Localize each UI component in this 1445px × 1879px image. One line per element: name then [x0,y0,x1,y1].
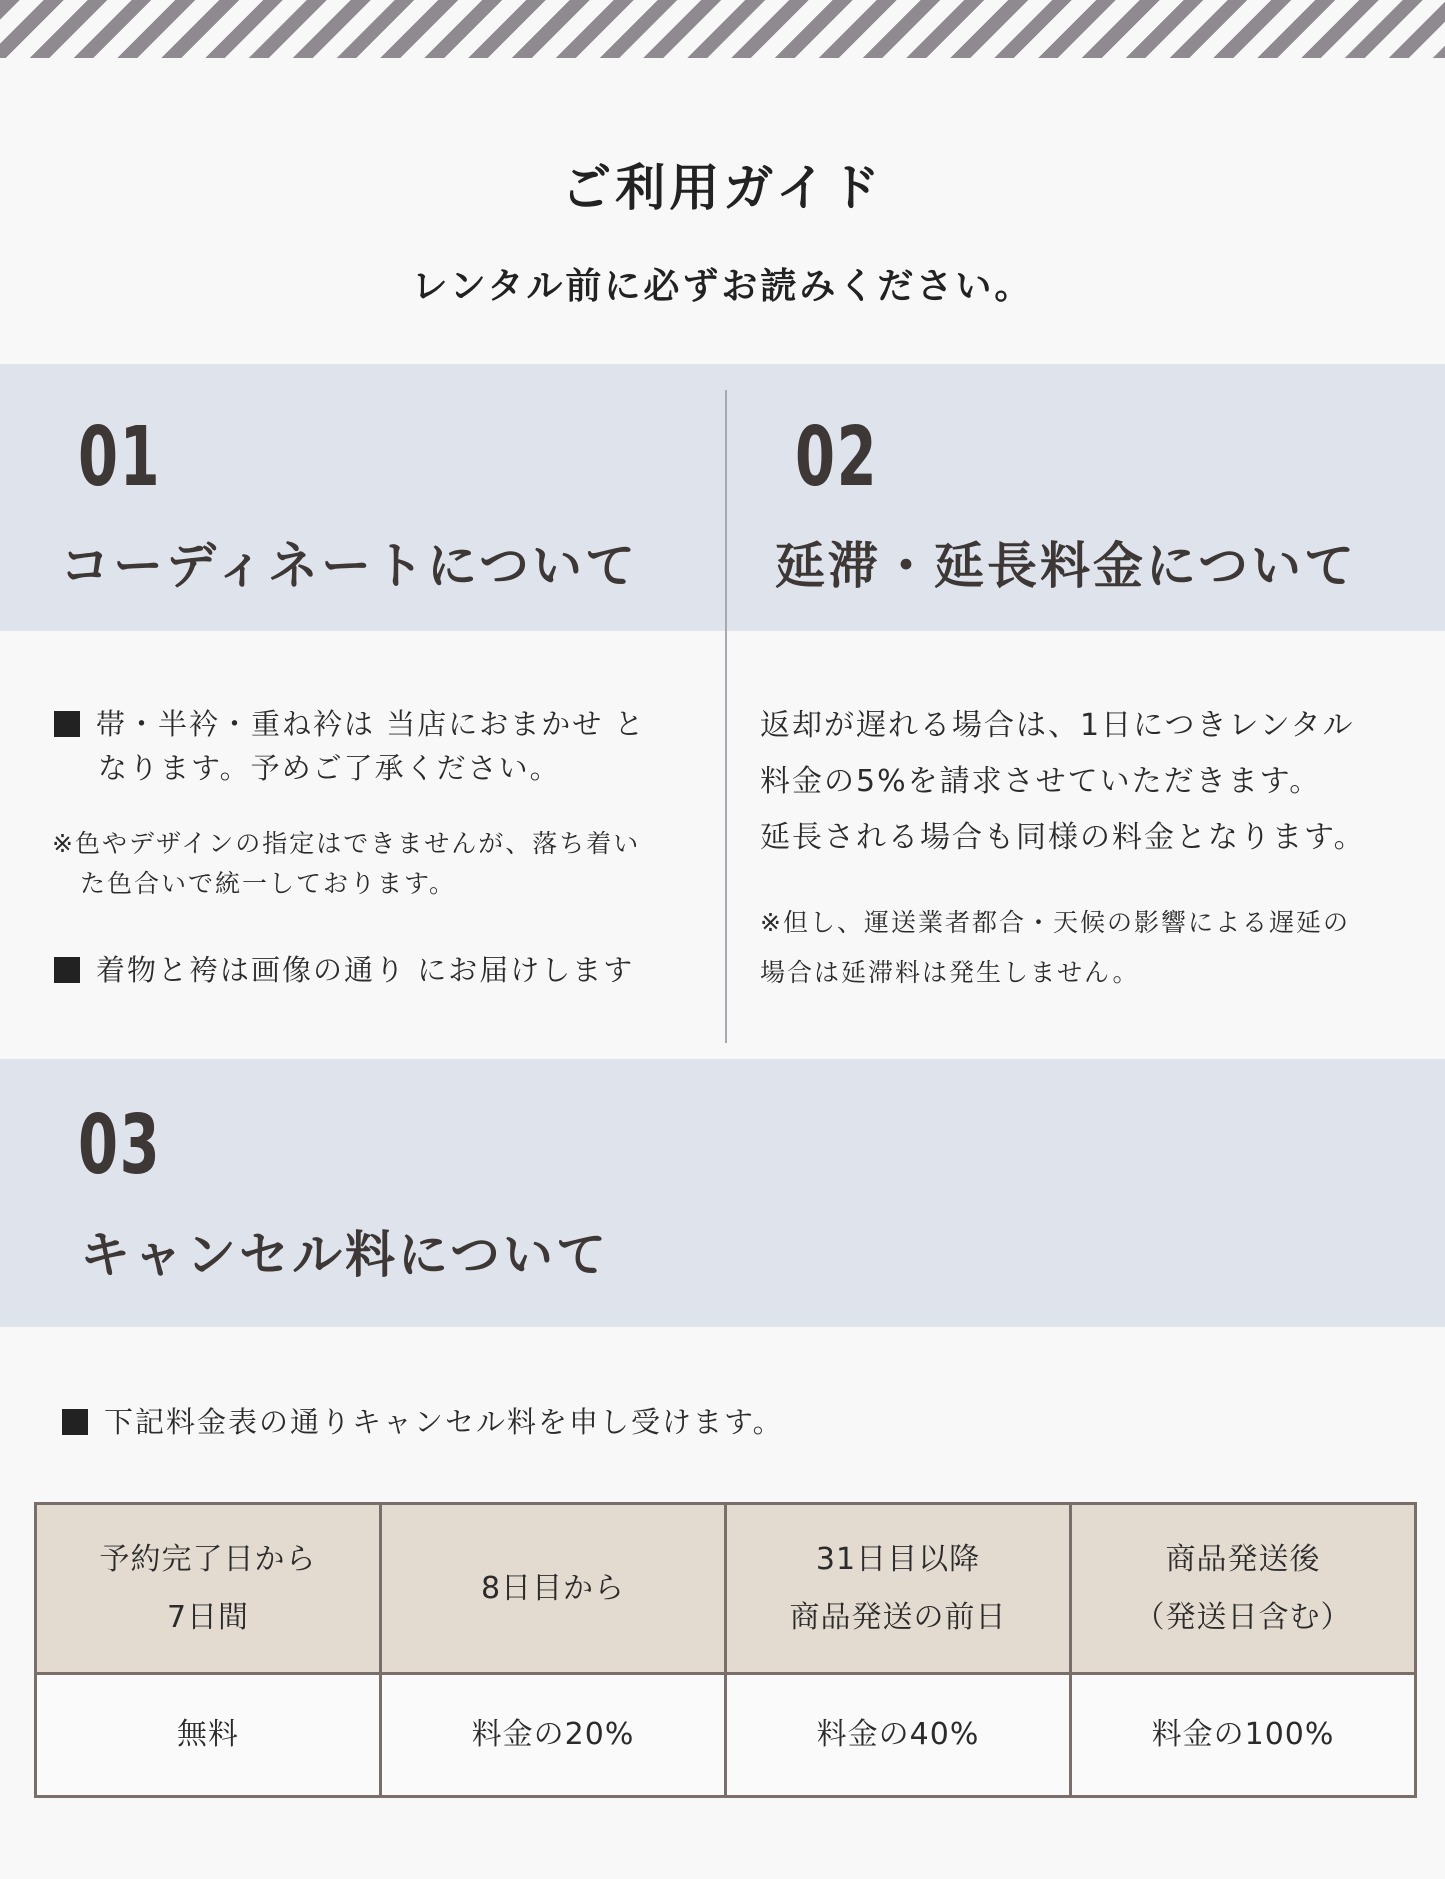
column-divider [725,390,727,1043]
section-01-bullet-2: 着物と袴は画像の通り にお届けします [54,948,714,992]
section-02-title: 延滞・延長料金について [775,536,1357,595]
square-bullet-icon [54,957,80,983]
fee-table-value-cell: 料金の40% [726,1674,1071,1797]
section-03-title: キャンセル料について [80,1225,609,1284]
page-title: ご利用ガイド [561,158,884,217]
fee-table-header-row [36,1504,1416,1674]
section-01-bullet-1: 帯・半衿・重ね衿は 当店におまかせ と なります。予めご了承ください。 [54,702,714,790]
section-02-paragraph: 返却が遅れる場合は、1日につきレンタル 料金の5%を請求させていただきます。 延長される場合も同様の料金となります。 [760,708,1366,855]
section-01-note: ※色やデザインの指定はできませんが、落ち着い た色合いで統一しております。 [52,829,641,898]
section-02-note: ※但し、運送業者都合・天候の影響による遅延の 場合は延滞料は発生しません。 [760,908,1350,987]
fee-table-value-row [36,1674,1416,1797]
section-03-bullet: 下記料金表の通りキャンセル料を申し受けます。 [62,1400,1362,1444]
square-bullet-icon [54,711,80,737]
fee-table-header-cell: 予約完了日から 7日間 [36,1504,381,1674]
fee-table-value-cell: 無料 [36,1674,381,1797]
decorative-stripe-band [0,0,1445,58]
page-subtitle: レンタル前に必ずお読みください。 [411,265,1034,307]
fee-table-value-cell: 料金の100% [1071,1674,1416,1797]
section-03-number: 03 [78,1098,162,1193]
section-02-number: 02 [795,410,879,505]
fee-table-header-cell: 31日目以降 商品発送の前日 [726,1504,1071,1674]
section-01-number: 01 [78,410,162,505]
section-01-title: コーディネートについて [60,536,638,595]
fee-table-value-cell: 料金の20% [381,1674,726,1797]
fee-table-header-cell: 8日目から [381,1504,726,1674]
square-bullet-icon [62,1409,88,1435]
fee-table-header-cell: 商品発送後 （発送日含む） [1071,1504,1416,1674]
cancellation-fee-table [34,1502,1417,1798]
